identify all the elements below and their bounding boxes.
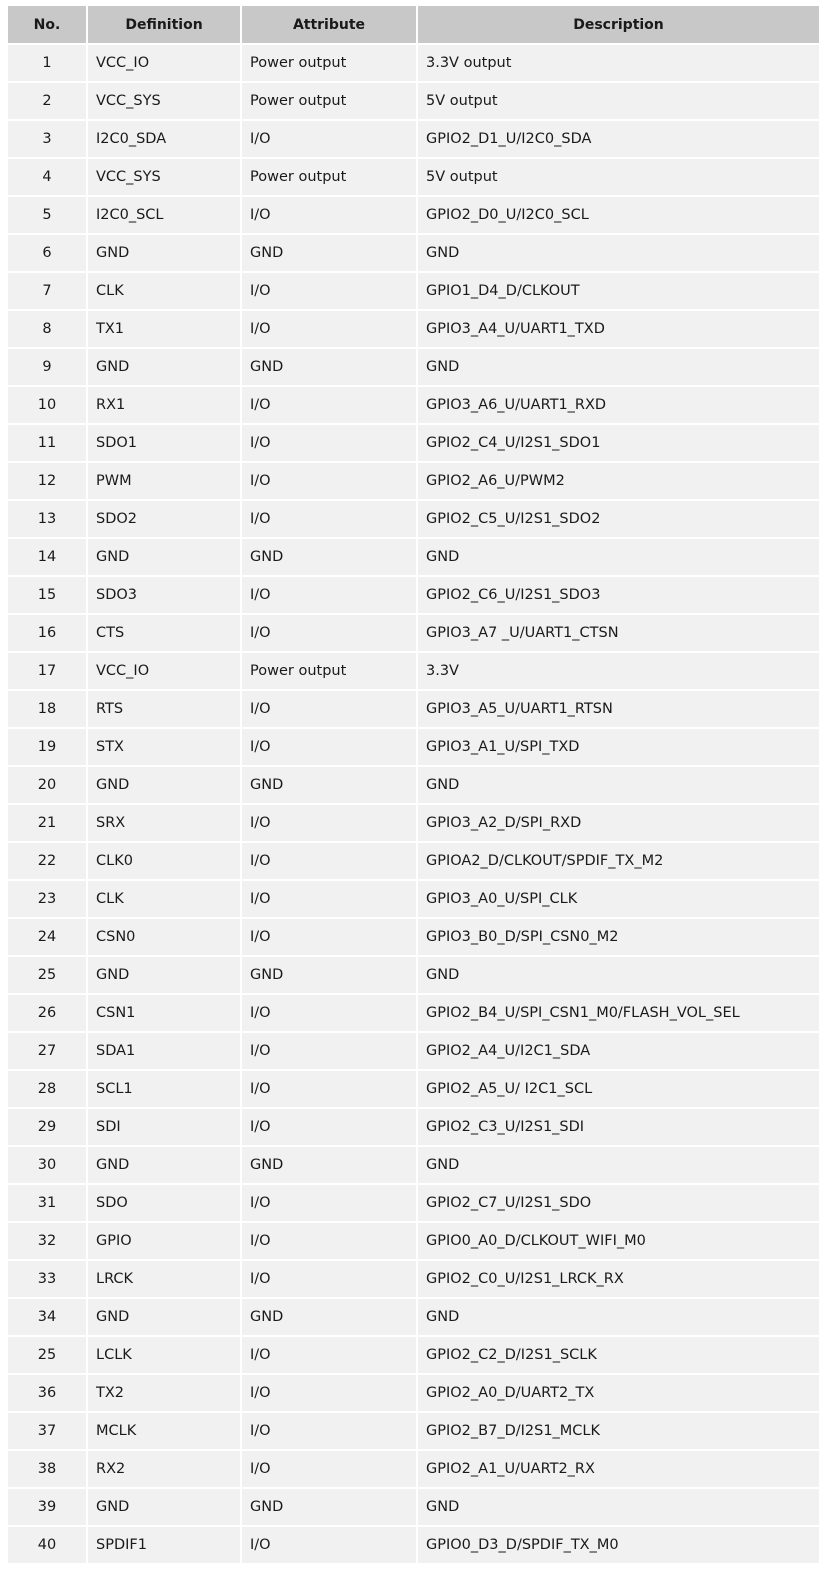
table-row (8, 1451, 819, 1487)
cell-description: GPIO3_A5_U/UART1_RTSN (418, 691, 819, 727)
cell-attribute: I/O (242, 729, 416, 765)
cell-description: GPIO3_A1_U/SPI_TXD (418, 729, 819, 765)
cell-attribute: Power output (242, 653, 416, 689)
cell-definition: SDO3 (88, 577, 240, 613)
cell-description: GPIO2_A6_U/PWM2 (418, 463, 819, 499)
cell-no: 4 (8, 159, 86, 195)
cell-definition: RX1 (88, 387, 240, 423)
table-row (8, 615, 819, 651)
cell-attribute: Power output (242, 159, 416, 195)
table-row (8, 843, 819, 879)
cell-description: GND (418, 1147, 819, 1183)
table-row (8, 1071, 819, 1107)
cell-description: GPIO3_A0_U/SPI_CLK (418, 881, 819, 917)
cell-definition: CSN1 (88, 995, 240, 1031)
cell-no: 38 (8, 1451, 86, 1487)
cell-description: GPIO3_A7 _U/UART1_CTSN (418, 615, 819, 651)
cell-description: GPIO3_A2_D/SPI_RXD (418, 805, 819, 841)
cell-attribute: I/O (242, 995, 416, 1031)
cell-description: GPIO2_A5_U/ I2C1_SCL (418, 1071, 819, 1107)
cell-attribute: Power output (242, 45, 416, 81)
table-row (8, 501, 819, 537)
cell-description: GPIO2_D1_U/I2C0_SDA (418, 121, 819, 157)
cell-attribute: GND (242, 767, 416, 803)
cell-description: 5V output (418, 159, 819, 195)
table-row (8, 957, 819, 993)
table-row (8, 1033, 819, 1069)
cell-description: GPIO0_A0_D/CLKOUT_WIFI_M0 (418, 1223, 819, 1259)
cell-definition: I2C0_SDA (88, 121, 240, 157)
cell-attribute: I/O (242, 843, 416, 879)
cell-attribute: I/O (242, 463, 416, 499)
cell-attribute: I/O (242, 311, 416, 347)
table-row (8, 387, 819, 423)
cell-definition: GND (88, 349, 240, 385)
cell-no: 20 (8, 767, 86, 803)
table-row (8, 1185, 819, 1221)
cell-description: 3.3V output (418, 45, 819, 81)
cell-definition: GND (88, 1489, 240, 1525)
cell-definition: CTS (88, 615, 240, 651)
cell-attribute: Power output (242, 83, 416, 119)
cell-no: 25 (8, 1337, 86, 1373)
cell-attribute: GND (242, 1147, 416, 1183)
table-row (8, 349, 819, 385)
cell-no: 3 (8, 121, 86, 157)
header-definition: Definition (88, 6, 240, 43)
cell-definition: SPDIF1 (88, 1527, 240, 1563)
cell-definition: STX (88, 729, 240, 765)
header-no: No. (8, 6, 86, 43)
cell-description: GND (418, 1299, 819, 1335)
cell-attribute: I/O (242, 1033, 416, 1069)
table-row (8, 273, 819, 309)
cell-no: 1 (8, 45, 86, 81)
table-row (8, 1223, 819, 1259)
cell-no: 25 (8, 957, 86, 993)
cell-no: 21 (8, 805, 86, 841)
cell-attribute: I/O (242, 1451, 416, 1487)
cell-description: GPIO3_A4_U/UART1_TXD (418, 311, 819, 347)
table-row (8, 1375, 819, 1411)
cell-description: GND (418, 349, 819, 385)
cell-no: 5 (8, 197, 86, 233)
cell-no: 12 (8, 463, 86, 499)
cell-no: 24 (8, 919, 86, 955)
table-row (8, 539, 819, 575)
cell-description: GPIO2_A0_D/UART2_TX (418, 1375, 819, 1411)
table-row (8, 919, 819, 955)
table-row (8, 83, 819, 119)
cell-no: 17 (8, 653, 86, 689)
cell-no: 39 (8, 1489, 86, 1525)
table-header-row (8, 6, 819, 43)
table-row (8, 1109, 819, 1145)
cell-no: 8 (8, 311, 86, 347)
cell-attribute: I/O (242, 1071, 416, 1107)
cell-definition: SDO2 (88, 501, 240, 537)
cell-no: 7 (8, 273, 86, 309)
cell-description: GPIO2_C6_U/I2S1_SDO3 (418, 577, 819, 613)
cell-definition: GPIO (88, 1223, 240, 1259)
cell-description: GPIO2_C0_U/I2S1_LRCK_RX (418, 1261, 819, 1297)
table-body (8, 45, 819, 1563)
table-row (8, 235, 819, 271)
cell-definition: GND (88, 539, 240, 575)
cell-description: GPIO2_C4_U/I2S1_SDO1 (418, 425, 819, 461)
cell-attribute: GND (242, 1489, 416, 1525)
cell-description: GPIO3_A6_U/UART1_RXD (418, 387, 819, 423)
table-row (8, 197, 819, 233)
cell-no: 31 (8, 1185, 86, 1221)
table-row (8, 1413, 819, 1449)
cell-definition: SDO1 (88, 425, 240, 461)
cell-description: GPIO2_C3_U/I2S1_SDI (418, 1109, 819, 1145)
cell-definition: TX2 (88, 1375, 240, 1411)
cell-no: 26 (8, 995, 86, 1031)
cell-definition: SCL1 (88, 1071, 240, 1107)
table-row (8, 1337, 819, 1373)
header-description: Description (418, 6, 819, 43)
cell-attribute: I/O (242, 387, 416, 423)
table-row (8, 1147, 819, 1183)
table-row (8, 1261, 819, 1297)
table-row (8, 425, 819, 461)
cell-no: 27 (8, 1033, 86, 1069)
table-row (8, 1299, 819, 1335)
cell-no: 40 (8, 1527, 86, 1563)
cell-definition: MCLK (88, 1413, 240, 1449)
cell-attribute: GND (242, 539, 416, 575)
table-row (8, 767, 819, 803)
table-row (8, 691, 819, 727)
table-row (8, 805, 819, 841)
cell-description: GND (418, 957, 819, 993)
cell-definition: I2C0_SCL (88, 197, 240, 233)
cell-description: GPIO2_A4_U/I2C1_SDA (418, 1033, 819, 1069)
cell-description: GND (418, 539, 819, 575)
cell-description: GPIO2_C7_U/I2S1_SDO (418, 1185, 819, 1221)
cell-no: 34 (8, 1299, 86, 1335)
cell-description: GPIO2_C2_D/I2S1_SCLK (418, 1337, 819, 1373)
cell-no: 2 (8, 83, 86, 119)
cell-no: 6 (8, 235, 86, 271)
table-row (8, 159, 819, 195)
cell-definition: LCLK (88, 1337, 240, 1373)
cell-attribute: I/O (242, 1109, 416, 1145)
cell-attribute: GND (242, 235, 416, 271)
cell-no: 29 (8, 1109, 86, 1145)
cell-description: GPIO0_D3_D/SPDIF_TX_M0 (418, 1527, 819, 1563)
cell-no: 33 (8, 1261, 86, 1297)
cell-no: 19 (8, 729, 86, 765)
cell-description: 5V output (418, 83, 819, 119)
cell-description: GPIO2_D0_U/I2C0_SCL (418, 197, 819, 233)
cell-no: 23 (8, 881, 86, 917)
cell-no: 37 (8, 1413, 86, 1449)
cell-no: 15 (8, 577, 86, 613)
cell-no: 28 (8, 1071, 86, 1107)
table-row (8, 729, 819, 765)
cell-no: 10 (8, 387, 86, 423)
cell-definition: CLK (88, 881, 240, 917)
cell-description: GPIO1_D4_D/CLKOUT (418, 273, 819, 309)
cell-attribute: I/O (242, 425, 416, 461)
cell-no: 13 (8, 501, 86, 537)
cell-definition: TX1 (88, 311, 240, 347)
cell-attribute: I/O (242, 1261, 416, 1297)
cell-description: GPIO2_C5_U/I2S1_SDO2 (418, 501, 819, 537)
table-row (8, 1527, 819, 1563)
cell-attribute: GND (242, 349, 416, 385)
cell-attribute: I/O (242, 197, 416, 233)
cell-attribute: I/O (242, 1185, 416, 1221)
cell-attribute: I/O (242, 1223, 416, 1259)
cell-no: 30 (8, 1147, 86, 1183)
cell-definition: GND (88, 235, 240, 271)
cell-definition: RTS (88, 691, 240, 727)
table-row (8, 463, 819, 499)
header-attribute: Attribute (242, 6, 416, 43)
cell-no: 9 (8, 349, 86, 385)
cell-definition: CSN0 (88, 919, 240, 955)
cell-no: 18 (8, 691, 86, 727)
cell-definition: SDI (88, 1109, 240, 1145)
cell-description: GND (418, 235, 819, 271)
cell-definition: SRX (88, 805, 240, 841)
cell-description: GPIO2_B4_U/SPI_CSN1_M0/FLASH_VOL_SEL (418, 995, 819, 1031)
pin-definition-table-container (6, 4, 821, 1565)
cell-definition: SDA1 (88, 1033, 240, 1069)
table-row (8, 577, 819, 613)
table-row (8, 881, 819, 917)
cell-description: GPIOA2_D/CLKOUT/SPDIF_TX_M2 (418, 843, 819, 879)
cell-no: 11 (8, 425, 86, 461)
cell-definition: CLK0 (88, 843, 240, 879)
cell-no: 22 (8, 843, 86, 879)
cell-attribute: I/O (242, 1413, 416, 1449)
cell-attribute: I/O (242, 273, 416, 309)
cell-description: GPIO2_B7_D/I2S1_MCLK (418, 1413, 819, 1449)
cell-definition: VCC_IO (88, 45, 240, 81)
cell-definition: CLK (88, 273, 240, 309)
cell-definition: VCC_SYS (88, 159, 240, 195)
cell-definition: VCC_IO (88, 653, 240, 689)
cell-attribute: I/O (242, 501, 416, 537)
cell-description: GND (418, 767, 819, 803)
cell-attribute: I/O (242, 881, 416, 917)
cell-attribute: GND (242, 957, 416, 993)
table-row (8, 311, 819, 347)
table-row (8, 1489, 819, 1525)
cell-attribute: I/O (242, 121, 416, 157)
table-row (8, 45, 819, 81)
cell-attribute: I/O (242, 919, 416, 955)
cell-description: GPIO3_B0_D/SPI_CSN0_M2 (418, 919, 819, 955)
cell-attribute: I/O (242, 805, 416, 841)
cell-no: 14 (8, 539, 86, 575)
cell-definition: SDO (88, 1185, 240, 1221)
table-row (8, 121, 819, 157)
cell-description: GND (418, 1489, 819, 1525)
cell-attribute: I/O (242, 691, 416, 727)
cell-description: 3.3V (418, 653, 819, 689)
cell-definition: VCC_SYS (88, 83, 240, 119)
cell-description: GPIO2_A1_U/UART2_RX (418, 1451, 819, 1487)
cell-no: 32 (8, 1223, 86, 1259)
pin-definition-table (6, 4, 821, 1565)
cell-definition: PWM (88, 463, 240, 499)
cell-definition: RX2 (88, 1451, 240, 1487)
cell-attribute: I/O (242, 577, 416, 613)
cell-definition: GND (88, 1299, 240, 1335)
cell-definition: GND (88, 957, 240, 993)
table-row (8, 995, 819, 1031)
cell-definition: GND (88, 767, 240, 803)
cell-definition: LRCK (88, 1261, 240, 1297)
cell-no: 16 (8, 615, 86, 651)
table-row (8, 653, 819, 689)
cell-attribute: I/O (242, 1375, 416, 1411)
cell-no: 36 (8, 1375, 86, 1411)
cell-attribute: I/O (242, 1527, 416, 1563)
cell-attribute: I/O (242, 615, 416, 651)
cell-attribute: GND (242, 1299, 416, 1335)
cell-definition: GND (88, 1147, 240, 1183)
cell-attribute: I/O (242, 1337, 416, 1373)
